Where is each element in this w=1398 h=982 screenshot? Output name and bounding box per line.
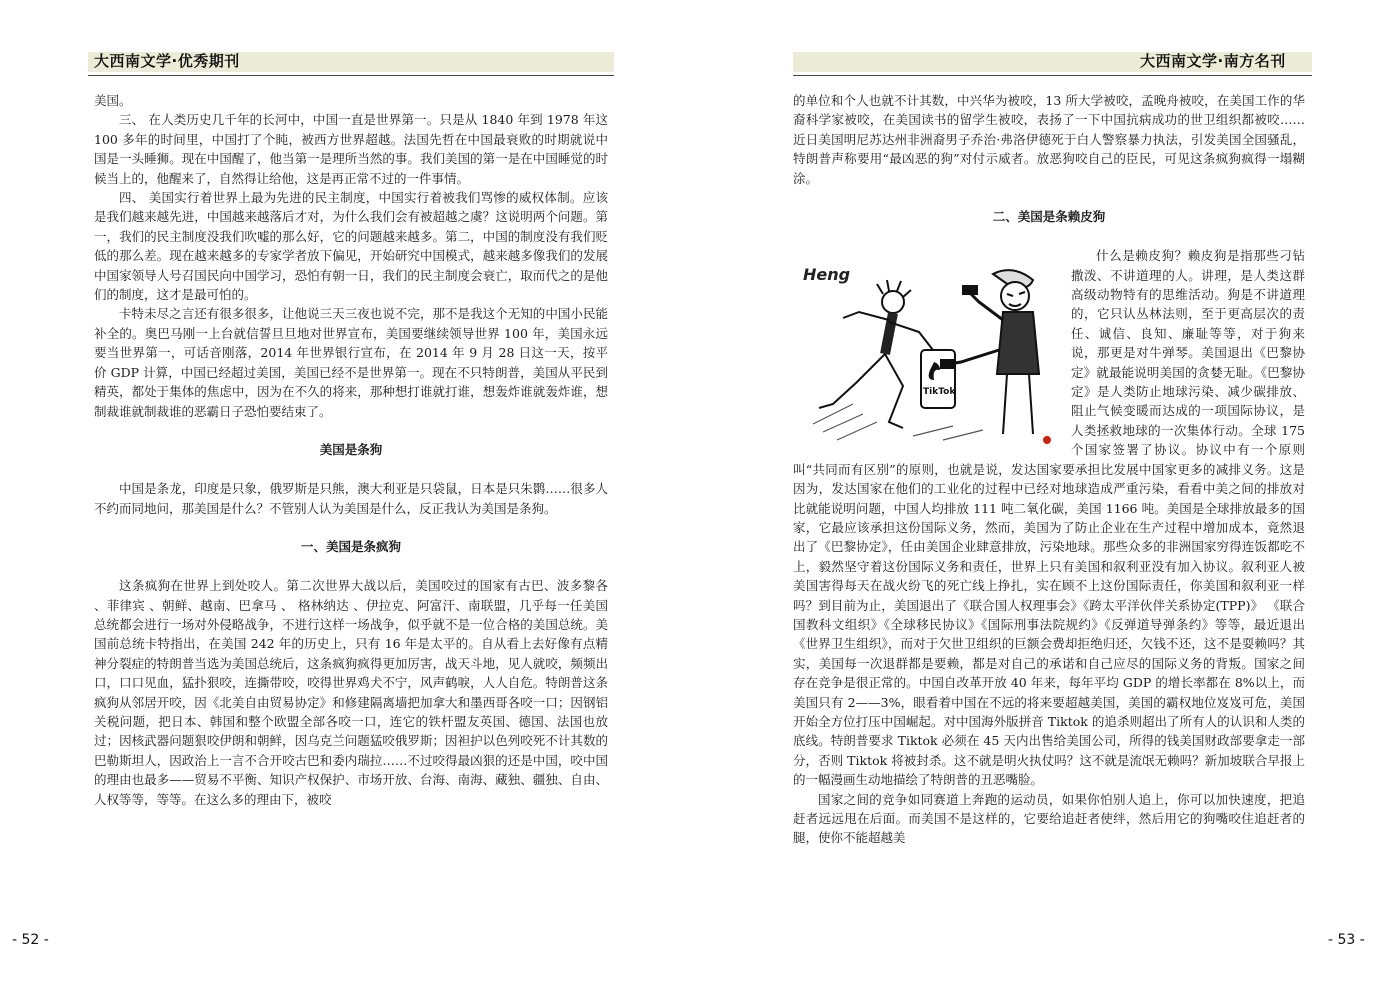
paragraph: 中国是条龙，印度是只象，俄罗斯是只熊，澳大利亚是只袋鼠，日本是只朱鹮……很多人不约而同地问，那美国是什么？不管别人认为美国是什么，反正我认为美国是条狗。 <box>94 481 608 516</box>
left-header-title: 大西南文学·优秀期刊 <box>94 52 240 70</box>
right-header-rule <box>793 75 1312 76</box>
right-page-body <box>793 91 1305 848</box>
page-number: - 52 - <box>12 932 49 948</box>
left-header-rule <box>88 75 614 76</box>
paragraph: 四、 美国实行着世界上最为先进的民主制度，中国实行着被我们骂惨的威权体制。应该是我们越来越先进，中国越来越落后才对，为什么我们会有被超越之虞？这说明两个问题。第一，我们的民主制度没我们吹嘘的那么好，它的问题越来越多。第二，中国的制度没有我们贬低的那么差。现在越来越多的专家学者放下偏见，开始研究中国模式，越来越多像我们的发展中国家领导人号召国民向中国学习，恐怕有朝一日，我们的民主制度会衰亡，取而代之的是他们的制度，这才是最可怕的。 <box>94 190 608 303</box>
paragraph: 国家之间的竞争如同赛道上奔跑的运动员，如果你怕别人追上，你可以加快速度，把追赶者远远甩在后面。而美国不是这样的，它要给追赶者使绊，然后用它的狗嘴咬住追赶者的腿，使你不能超越美 <box>793 791 1305 846</box>
left-page-body <box>94 91 608 809</box>
paragraph: 卡特未尽之言还有很多很多，让他说三天三夜也说不完，那不是我这个无知的中国小民能补全的。奥巴马刚一上台就信誓旦旦地对世界宣布，美国要继续领导世界 100 年，美国永远要当世界第一，可话音刚落，2014 年世界银行宣布，在 2014 年 9 月 28 日这一天，按平价 GDP 计算，中国已经超过美国，美国已经不是世界第一。现在不只特朗普，美国从平民到精英，都处于集体的焦虑中，因为在不久的将来，那种想打谁就打谁，想轰炸谁就轰炸谁，想制裁谁就制裁谁的恶霸日子恐怕要结束了。 <box>94 306 608 419</box>
paragraph: 这条疯狗在世界上到处咬人。第二次世界大战以后，美国咬过的国家有古巴、波多黎各 、菲律宾 、朝鲜、越南、巴拿马 、 格林纳达 、伊拉克、阿富汗、南联盟，几乎每一任美国总统都会进行一场对外侵略战争，不进行这样一场战争，似乎就不是一位合格的美国总统。美国前总统卡特指出，在美国 242 年的历史上，只有 16 年是太平的。自从看上去好像有点精神分裂症的特朗普当选为美国总统后，这条疯狗疯得更加厉害，战天斗地，见人就咬，频频出口，口口见血，猛扑狠咬，连撕带咬，咬得世界鸡犬不宁，风声鹤唳，人人自危。特朗普这条疯狗从邻居开咬，因《北美自由贸易协定》和修建隔离墙把加拿大和墨西哥各咬一口；因钢铝关税问题，把日本、韩国和整个欧盟全部各咬一口，连它的铁杆盟友英国、德国、法国也放过；因核武器问题狠咬伊朗和朝鲜，因乌克兰问题猛咬俄罗斯；因袒护以色列咬死不计其数的巴勒斯坦人，因政治上一言不合开咬古巴和委内瑞拉……不过咬得最凶狠的还是中国，咬中国的理由也最多——贸易不平衡、知识产权保护、市场开放、台海、南海、藏独、疆独、自由、人权等等，等等。在这么多的理由下，被咬 <box>94 578 608 807</box>
tiktok-cartoon-image <box>793 254 1059 450</box>
right-header-title: 大西南文学·南方名刊 <box>1140 52 1286 70</box>
article-title: 美国是条狗 <box>319 442 383 458</box>
svg-text:TikTok: TikTok <box>923 387 956 398</box>
paragraph: 美国。 <box>94 93 132 108</box>
paragraph: 的单位和个人也就不计其数，中兴华为被咬，13 所大学被咬，孟晚舟被咬，在美国工作的华裔科学家被咬，在美国读书的留学生被咬，表扬了一下中国抗病成功的世卫组织都被咬……近日美国明尼苏达州非洲裔男子乔治·弗洛伊德死于白人警察暴力执法，引发美国全国骚乱，特朗普声称要用“最凶恶的狗”对付示威者。放恶狗咬自己的臣民，可见这条疯狗疯得一塌糊涂。 <box>793 93 1305 186</box>
section-heading: 一、美国是条疯狗 <box>300 539 401 555</box>
cartoon-signature: Heng <box>803 265 851 285</box>
section-heading: 二、美国是条赖皮狗 <box>992 209 1106 225</box>
page-number: - 53 - <box>1328 932 1365 948</box>
tiktok-phone-icon <box>921 350 956 408</box>
paragraph: 什么是赖皮狗？赖皮狗是指那些刁钻撒泼、不讲道理的人。讲理，是人类这群高级动物特有的思维活动。狗是不讲道理的，它只认丛林法则，至于更高层次的责任、诚信、良知、廉耻等等，对于狗来说，那更是对牛弹琴。美国退出《巴黎协定》就最能说明美国的贪婪无耻。《巴黎协定》是人类防止地球污染、减少碳排放、阻止气候变暖而达成的一项国际协议，是人类拯救地球的一次集体行动。全球 175 个国家签署了协议。协议中有一个原则叫“共同而有区别”的原则，也就是说，发达国家要承担比发展中国家更多的减排义务。这是因为，发达国家在他们的工业化的过程中已经对地球造成严重污染，看看中美之间的排放对比就能说明问题，中国人均排放 111 吨二氧化碳，美国 1166 吨。美国是全球排放最多的国家，它最应该承担这份国际义务，然而，美国为了防止企业在生产过程中增加成本，竟然退出了《巴黎协定》，任由美国企业肆意排放，污染地球。那些众多的非洲国家穷得连饭都吃不上，毅然坚守着这份国际义务和责任，世界上只有美国和叙利亚没有加入协议。叙利亚人被美国害得每天在战火纷飞的死亡线上挣扎，实在顾不上这份国际责任，你美国和叙利亚一样吗？到目前为止，美国退出了《联合国人权理事会》《跨太平洋伙伴关系协定(TPP)》 《联合国教科文组织》《全球移民协议》《国际刑事法院规约》《反弹道导弹条约》等等，最近退出《世界卫生组织》，而对于欠世卫组织的巨额会费却拒绝归还，欠钱不还，这不是耍赖吗？其实，美国每一次退群都是要赖，都是对自己的承诺和自己应尽的国际义务的背叛。国家之间存在竞争是很正常的。中国自改革开放 40 年来，每年平均 GDP 的增长率都在 8%以上，而美国只有 2——3%，眼看着中国在不远的将来要超越美国，美国的霸权地位岌岌可危，美国开始全方位打压中国崛起。对中国海外版拼音 Tiktok 的追杀则超出了所有人的认识和人类的底线。特朗普要求 Tiktok 必须在 45 天内出售给美国公司，所得的钱美国财政部要拿走一部分，否则 Tiktok 将被封杀。这不就是明火执仗吗？这不就是流氓无赖吗？新加坡联合早报上的一幅漫画生动地描绘了特朗普的丑恶嘴脸。 <box>793 248 1305 788</box>
paragraph: 三、 在人类历史几千年的长河中，中国一直是世界第一。只是从 1840 年到 1978 年这 100 多年的时间里，中国打了个盹，被西方世界超越。法国先哲在中国最衰败的时期就说中国是一头睡狮。现在中国醒了，他当第一是理所当然的事。我们美国的第一是在中国睡觉的时候当上的，他醒来了，自然得让给他，这是再正常不过的一件事情。 <box>94 112 608 186</box>
